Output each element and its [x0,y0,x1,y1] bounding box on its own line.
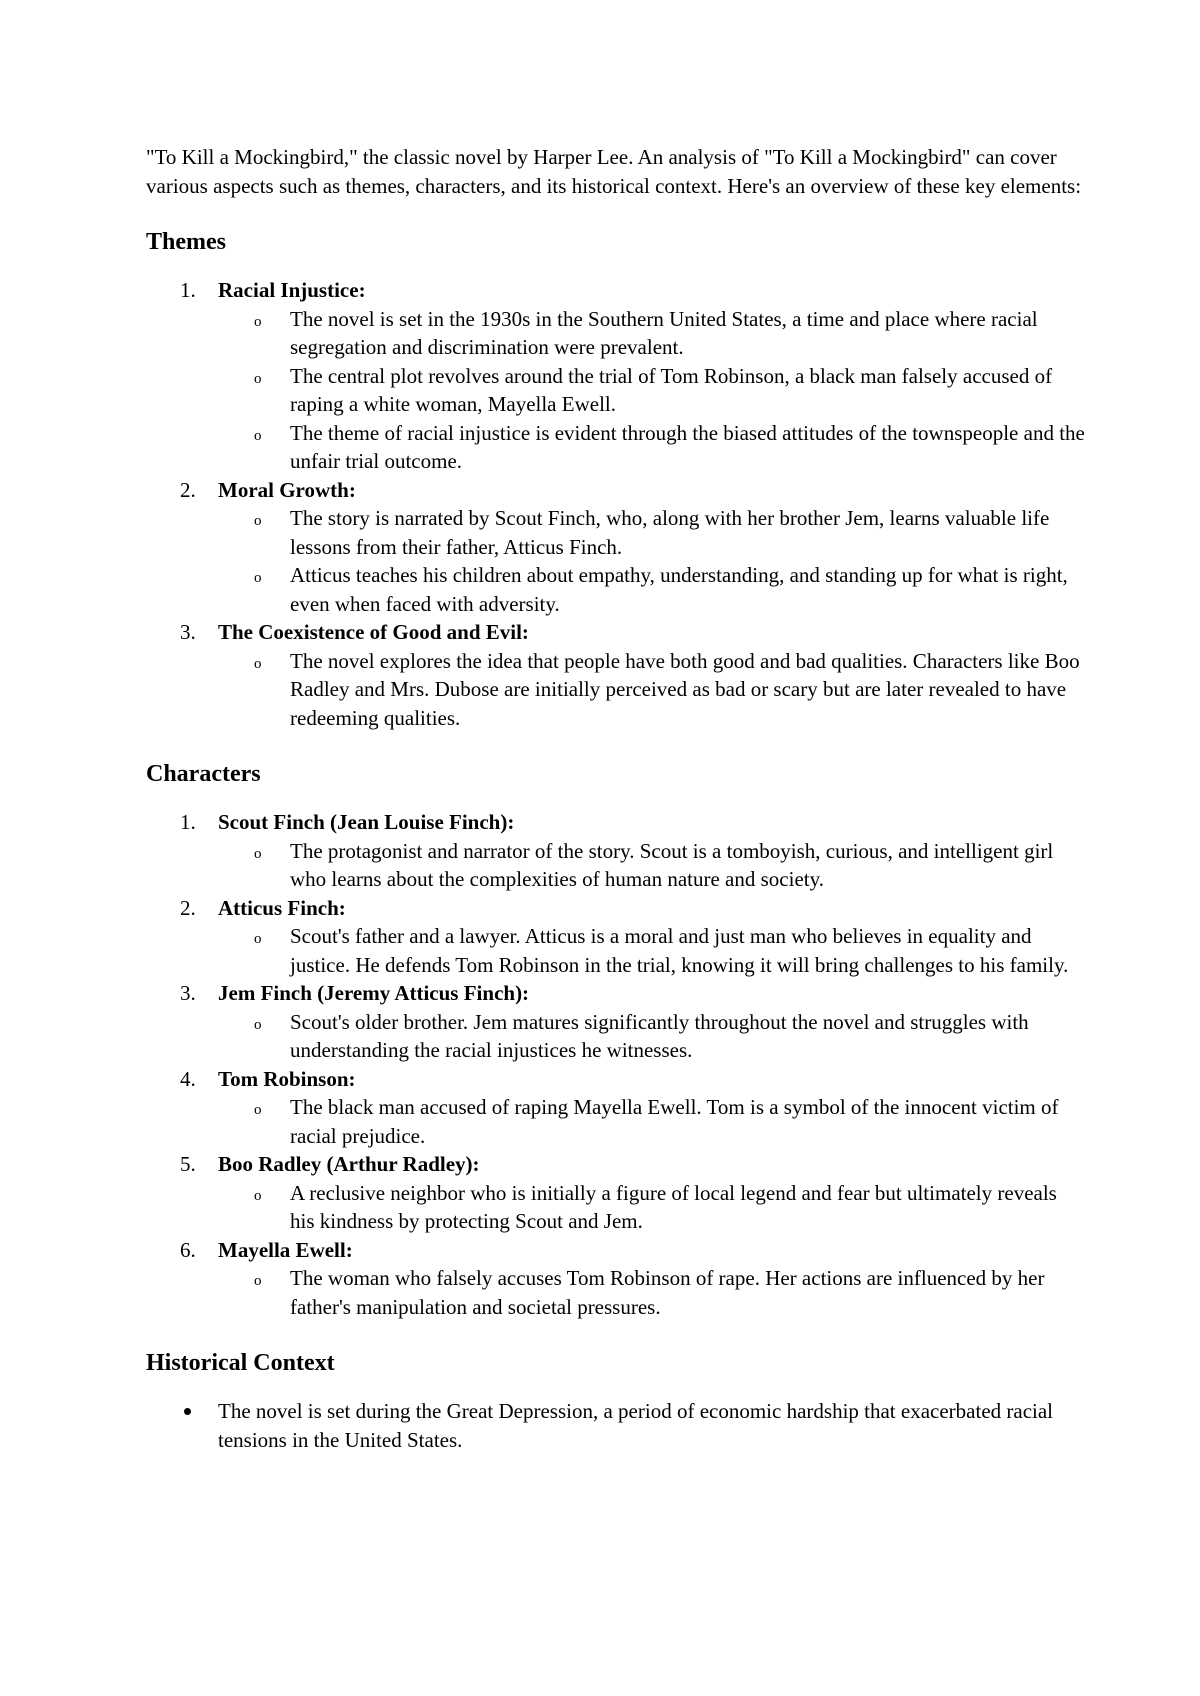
sub-point-text: The protagonist and narrator of the story. Scout is a tomboyish, curious, and intelligent girl who learns about the complexities of human nature and society. [290,838,1054,891]
sub-point-text: Atticus teaches his children about empathy, understanding, and standing up for what is right, even when faced with adversity. [290,563,1068,616]
circle-bullet-icon: o [254,931,262,947]
list-number: 3. [180,620,196,644]
sub-point [218,504,1086,561]
item-title: Jem Finch (Jeremy Atticus Finch): [218,981,530,1005]
character-item [146,808,1086,894]
item-title: The Coexistence of Good and Evil: [218,620,529,644]
item-title: Moral Growth: [218,477,356,502]
item-title: Tom Robinson: [218,1066,356,1091]
themes-list [146,276,1086,732]
sub-point [218,305,1086,362]
sub-point [218,1008,1086,1065]
sub-point-text: The novel explores the idea that people have both good and bad qualities. Characters like Boo Radley and Mrs. Dubose are initially perceived as bad or scary but are later revealed to have redeeming qualities. [290,648,1080,730]
list-number: 3. [180,981,196,1005]
characters-heading: Characters [146,761,261,787]
sub-point-list [218,837,1086,894]
character-item [146,1236,1086,1322]
historical-context-heading: Historical Context [146,1350,335,1376]
character-item [146,894,1086,980]
document-page [146,143,1086,1454]
circle-bullet-icon: o [254,1187,262,1204]
sub-point [218,1093,1086,1150]
circle-bullet-icon: o [254,655,262,672]
intro-paragraph: "To Kill a Mockingbird," the classic novel by Harper Lee. An analysis of "To Kill a Mockingbird" can cover various aspects such as themes, characters, and its historical context. Here's an overview of these key elements: [146,145,1082,198]
circle-bullet-icon: o [254,570,262,586]
circle-bullet-icon: o [254,1102,262,1118]
circle-bullet-icon: o [254,370,262,387]
themes-heading: Themes [146,229,226,255]
sub-point-text: The black man accused of raping Mayella Ewell. Tom is a symbol of the innocent victim of racial prejudice. [290,1095,1059,1148]
characters-list [146,808,1086,1321]
theme-item [146,276,1086,476]
character-item [146,979,1086,1065]
sub-point-list [218,305,1086,476]
item-title: Scout Finch (Jean Louise Finch): [218,810,515,834]
sub-point-text: The story is narrated by Scout Finch, who, along with her brother Jem, learns valuable life lessons from their father, Atticus Finch. [290,506,1050,559]
sub-point-text: Scout's older brother. Jem matures significantly throughout the novel and struggles with understanding the racial injustices he witnesses. [290,1009,1029,1062]
sub-point-list [218,1179,1086,1236]
sub-point-list [218,1093,1086,1150]
item-title: Atticus Finch: [218,895,346,920]
sub-point-list [218,504,1086,618]
circle-bullet-icon: o [254,845,262,862]
sub-point [218,561,1086,618]
sub-point-text: The central plot revolves around the trial of Tom Robinson, a black man falsely accused of raping a white woman, Mayella Ewell. [290,363,1053,416]
circle-bullet-icon: o [254,1273,262,1289]
historical-point-text: The novel is set during the Great Depression, a period of economic hardship that exacerbated racial tensions in the United States. [218,1399,1054,1452]
sub-point-list [218,1264,1086,1321]
circle-bullet-icon: o [254,1016,262,1033]
sub-point-list [218,1008,1086,1065]
historical-context-list [146,1397,1086,1454]
list-number: 4. [180,1066,196,1091]
sub-point-text: The woman who falsely accuses Tom Robinson of rape. Her actions are influenced by her father's manipulation and societal pressures. [290,1266,1045,1319]
sub-point-text: The novel is set in the 1930s in the Southern United States, a time and place where racial segregation and discrimination were prevalent. [290,306,1038,359]
theme-item [146,618,1086,732]
circle-bullet-icon: o [254,313,262,330]
sub-point [218,419,1086,476]
list-number: 2. [180,477,196,502]
list-number: 1. [180,278,196,302]
sub-point-list [218,647,1086,733]
item-title: Mayella Ewell: [218,1237,353,1262]
circle-bullet-icon: o [254,513,262,529]
item-title: Racial Injustice: [218,278,366,302]
sub-point [218,647,1086,733]
sub-point [218,922,1086,979]
sub-point [218,837,1086,894]
sub-point [218,1264,1086,1321]
sub-point-list [218,922,1086,979]
list-number: 2. [180,895,196,920]
sub-point [218,1179,1086,1236]
list-number: 5. [180,1152,196,1176]
item-title: Boo Radley (Arthur Radley): [218,1152,480,1176]
sub-point-text: Scout's father and a lawyer. Atticus is a moral and just man who believes in equality and justice. He defends Tom Robinson in the trial, knowing it will bring challenges to his family. [290,924,1069,977]
character-item [146,1065,1086,1151]
list-number: 1. [180,810,196,834]
sub-point-text: A reclusive neighbor who is initially a figure of local legend and fear but ultimately reveals his kindness by protecting Scout and Jem. [290,1180,1057,1233]
sub-point [218,362,1086,419]
disc-bullet-icon [184,1408,191,1415]
theme-item [146,476,1086,619]
character-item [146,1150,1086,1236]
historical-point [146,1397,1086,1454]
list-number: 6. [180,1237,196,1262]
circle-bullet-icon: o [254,427,262,444]
sub-point-text: The theme of racial injustice is evident through the biased attitudes of the townspeople and the unfair trial outcome. [290,420,1085,473]
